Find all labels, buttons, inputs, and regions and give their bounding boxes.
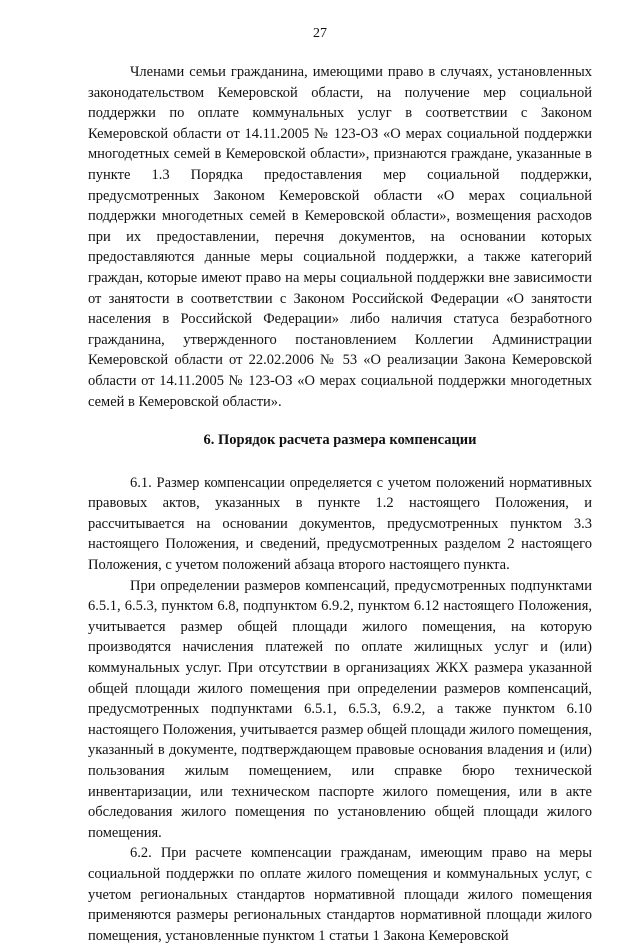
paragraph-family-members: Членами семьи гражданина, имеющими право в случаях, установленных законодательством Кемеровской области, на получение мер социальной поддержки по оплате коммунальных услуг в соответствии с Законом Кемеровской области от 14.11.2005 № 123-ОЗ «О мерах социальной поддержки многодетных семей в Кемеровской области», признаются граждане, указанные в пункте 1.3 Порядка предоставления мер социальной поддержки, предусмотренных Законом Кемеровской области «О мерах социальной поддержки многодетных семей в Кемеровской области», возмещения расходов при их предоставлении, перечня документов, на основании которых предоставляются данные меры социальной поддержки, а также категорий граждан, которые имеют право на меры социальной поддержки вне зависимости от занятости в соответствии с Законом Российской Федерации «О занятости населения в Российской Федерации» либо наличия статуса безработного гражданина, утвержденного постановлением Коллегии Администрации Кемеровской области от 22.02.2006 № 53 «О реализации Закона Кемеровской области от 14.11.2005 № 123-ОЗ «О мерах социальной поддержки многодетных семей в Кемеровской области». bbox=[88, 64, 592, 410]
document-body bbox=[88, 62, 592, 946]
page-number: 27 bbox=[313, 26, 327, 41]
section-heading: 6. Порядок расчета размера компенсации bbox=[203, 432, 477, 449]
paragraph-6-2: 6.2. При расчете компенсации гражданам, имеющим право на меры социальной поддержки по оплате жилого помещения и коммунальных услуг, с учетом региональных стандартов нормативной площади жилого помещения применяются размеры региональных стандартов нормативной площади жилого помещения, установленные пунктом 1 статьи 1 Закона Кемеровской bbox=[88, 845, 592, 944]
paragraph-area-determination: При определении размеров компенсаций, предусмотренных подпунктами 6.5.1, 6.5.3, пунктом 6.8, подпунктом 6.9.2, пунктом 6.12 настоящего Положения, учитывается размер общей площади жилого помещения, на которую производятся начисления платежей по оплате жилищных услуг и (или) коммунальных услуг. При отсутствии в организациях ЖКХ размера указанной общей площади жилого помещения при определении размеров компенсаций, предусмотренных подпунктами 6.5.1, 6.5.3, 6.9.2, а также пунктом 6.10 настоящего Положения, учитывается размер общей площади жилого помещения, указанный в документе, подтверждающем правовые основания владения и (или) пользования жилым помещением, или справке бюро технической инвентаризации, или техническом паспорте жилого помещения, или в акте обследования жилого помещения по установлению общей площади жилого помещения. bbox=[88, 577, 592, 841]
paragraph-6-1: 6.1. Размер компенсации определяется с учетом положений нормативных правовых актов, указанных в пункте 1.2 настоящего Положения, и рассчитывается на основании документов, предусмотренных пунктом 3.3 настоящего Положения, и сведений, предусмотренных разделом 2 настоящего Положения, с учетом положений абзаца второго настоящего пункта. bbox=[88, 474, 592, 574]
